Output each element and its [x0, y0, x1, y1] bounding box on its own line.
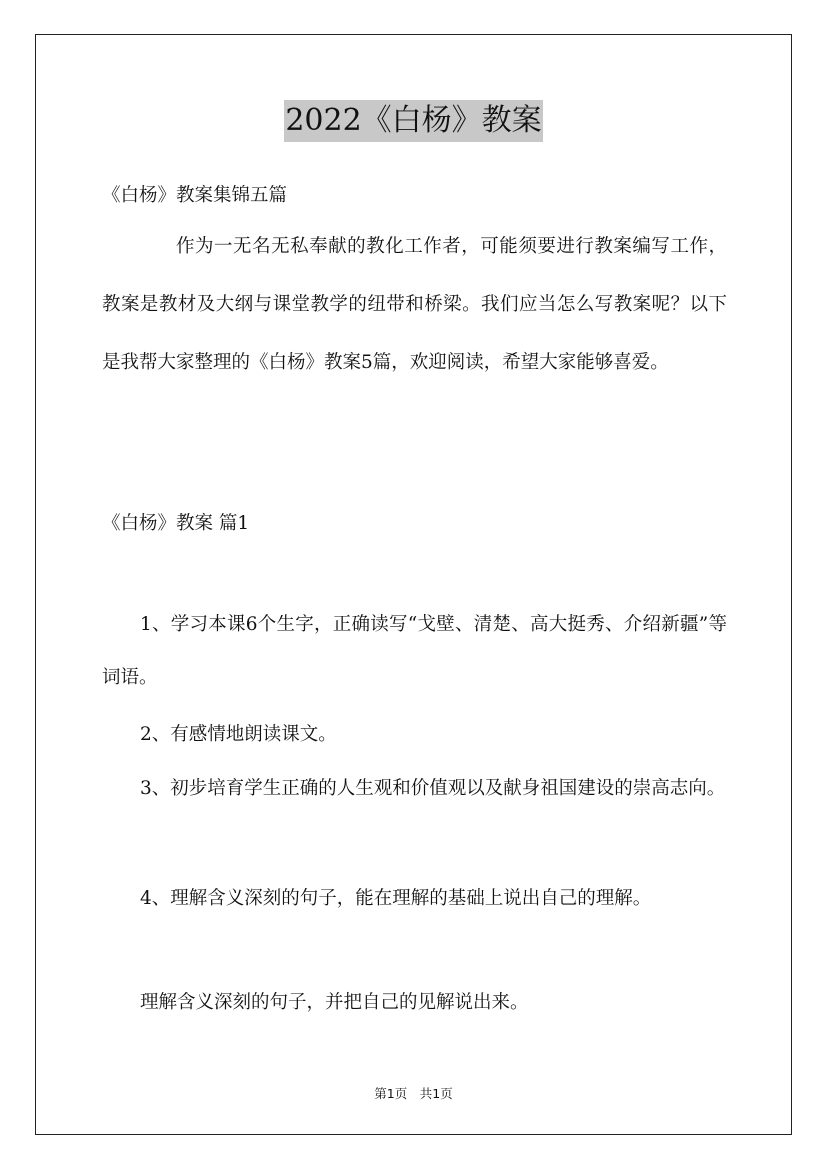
section-heading: 《白杨》教案 篇1 [102, 513, 250, 534]
objective-item-2: 2、有感情地朗读课文。 [140, 724, 337, 745]
key-point-paragraph: 理解含义深刻的句子，并把自己的见解说出来。 [140, 992, 529, 1013]
objective-item-1: 1、学习本课6个生字，正确读写“戈壁、清楚、高大挺秀、介绍新疆”等词语。 [102, 614, 727, 688]
objective-item-4: 4、理解含义深刻的句子，能在理解的基础上说出自己的理解。 [140, 888, 652, 909]
title-container [0, 100, 827, 142]
document-subtitle: 《白杨》教案集锦五篇 [102, 185, 288, 206]
page-footer: 第1页 共1页 [374, 1086, 453, 1101]
document-title: 2022《白杨》教案 [284, 100, 542, 142]
objective-item-3: 3、初步培育学生正确的人生观和价值观以及献身祖国建设的崇高志向。 [140, 778, 726, 799]
intro-paragraph: 作为一无名无私奉献的教化工作者，可能须要进行教案编写工作，教案是教材及大纲与课堂教学的纽带和桥梁。我们应当怎么写教案呢？以下是我帮大家整理的《白杨》教案5篇，欢迎阅读，希望大家能够喜爱。 [102, 236, 727, 373]
